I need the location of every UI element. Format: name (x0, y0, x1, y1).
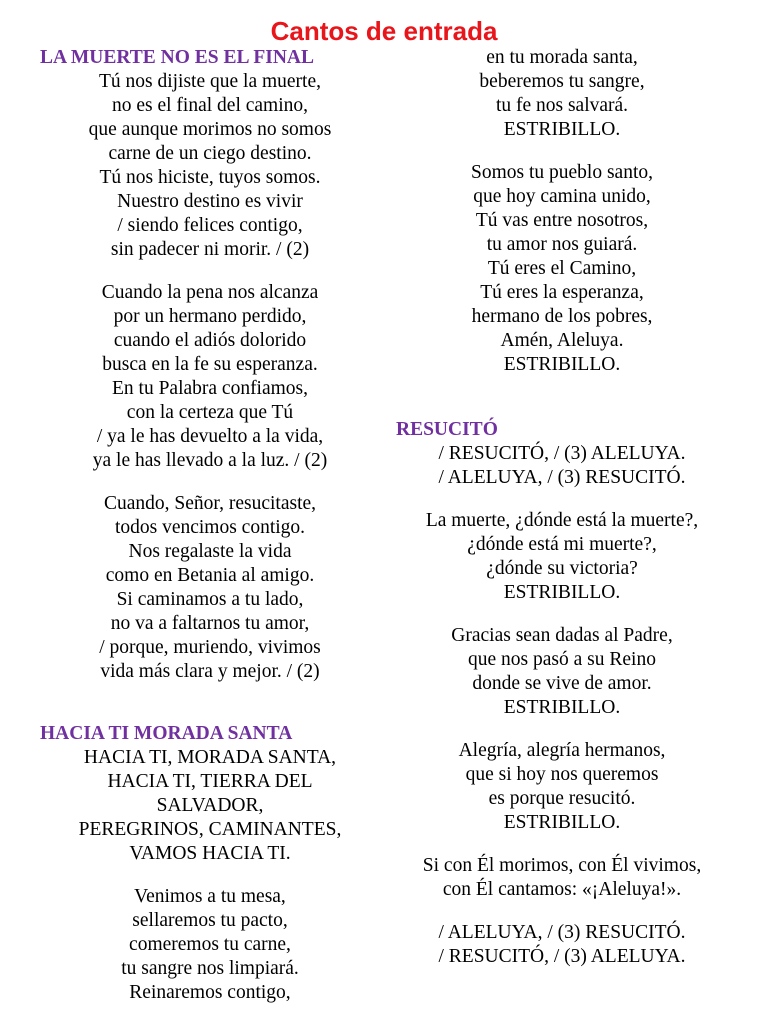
song-title-hacia-ti: HACIA TI MORADA SANTA (40, 723, 293, 744)
page-title: Cantos de entrada (270, 16, 498, 46)
stanza-resucito-chorus-end: / ALELUYA, / (3) RESUCITÓ. / RESUCITÓ, / (3) ALELUYA. (438, 922, 686, 967)
stanza-hacia-ti-1a: Venimos a tu mesa, sellaremos tu pacto, comeremos tu carne, tu sangre nos limpiará. Reinaremos contigo, (121, 886, 299, 1003)
left-column (30, 46, 390, 1005)
stanza-la-muerte-1: Tú nos dijiste que la muerte, no es el final del camino, que aunque morimos no somos carne de un ciego destino. Tú nos hiciste, tuyos somos. Nuestro destino es vivir / siendo felices contigo, sin padecer ni morir. / (2) (88, 71, 332, 260)
stanza-resucito-1: La muerte, ¿dónde está la muerte?, ¿dónde está mi muerte?, ¿dónde su victoria? ESTRIBILLO. (425, 510, 699, 603)
stanza-resucito-2: Gracias sean dadas al Padre, que nos pasó a su Reino donde se vive de amor. ESTRIBILLO. (451, 625, 673, 718)
stanza-la-muerte-3: Cuando, Señor, resucitaste, todos vencimos contigo. Nos regalaste la vida como en Betania al amigo. Si caminamos a tu lado, no va a faltarnos tu amor, / porque, muriendo, vivimos vida más clara y mejor. / (2) (99, 493, 321, 682)
stanza-hacia-ti-2: Somos tu pueblo santo, que hoy camina unido, Tú vas entre nosotros, tu amor nos guiará. Tú eres el Camino, Tú eres la esperanza, hermano de los pobres, Amén, Aleluya. ESTRIBILLO. (470, 162, 653, 375)
stanza-resucito-chorus: / RESUCITÓ, / (3) ALELUYA. / ALELUYA, / (3) RESUCITÓ. (438, 443, 686, 488)
stanza-hacia-ti-chorus: HACIA TI, MORADA SANTA, HACIA TI, TIERRA DEL SALVADOR, PEREGRINOS, CAMINANTES, VAMOS HACIA TI. (78, 747, 342, 864)
right-column (390, 46, 734, 969)
stanza-resucito-4: Si con Él morimos, con Él vivimos, con Él cantamos: «¡Aleluya!». (422, 855, 702, 900)
stanza-resucito-3: Alegría, alegría hermanos, que si hoy nos queremos es porque resucitó. ESTRIBILLO. (458, 740, 666, 833)
song-title-resucito: RESUCITÓ (396, 419, 498, 440)
stanza-la-muerte-2: Cuando la pena nos alcanza por un hermano perdido, cuando el adiós dolorido busca en la fe su esperanza. En tu Palabra confiamos, con la certeza que Tú / ya le has devuelto a la vida, ya le has llevado a la luz. / (2) (92, 282, 328, 471)
song-title-la-muerte: LA MUERTE NO ES EL FINAL (40, 47, 314, 68)
stanza-hacia-ti-1b: en tu morada santa, beberemos tu sangre, tu fe nos salvará. ESTRIBILLO. (479, 47, 645, 140)
